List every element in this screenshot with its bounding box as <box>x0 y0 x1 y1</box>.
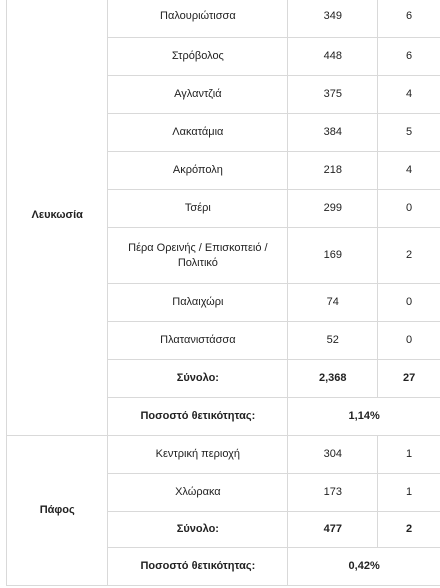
area-cell: Λακατάμια <box>108 114 288 152</box>
results-table <box>6 0 440 586</box>
tests-cell: 304 <box>288 436 378 474</box>
positives-cell: 2 <box>378 228 440 284</box>
tests-cell: 299 <box>288 190 378 228</box>
district-cell: Πάφος <box>7 436 108 586</box>
positives-cell: 6 <box>378 38 440 76</box>
tests-cell: 74 <box>288 284 378 322</box>
area-cell: Αγλαντζιά <box>108 76 288 114</box>
area-cell: Χλώρακα <box>108 474 288 512</box>
positives-cell: 0 <box>378 190 440 228</box>
positives-cell: 4 <box>378 76 440 114</box>
table-row <box>7 436 440 474</box>
positives-cell: 1 <box>378 436 440 474</box>
tests-cell: 384 <box>288 114 378 152</box>
positives-cell: 6 <box>378 0 440 38</box>
positives-cell: 1 <box>378 474 440 512</box>
total-tests: 2,368 <box>288 360 378 398</box>
positives-cell: 5 <box>378 114 440 152</box>
tests-cell: 448 <box>288 38 378 76</box>
total-label: Σύνολο: <box>108 360 288 398</box>
area-cell: Πέρα Ορεινής / Επισκοπειό / Πολιτικό <box>108 228 288 284</box>
table-row <box>7 0 440 38</box>
district-cell: Λευκωσία <box>7 0 108 436</box>
tests-cell: 218 <box>288 152 378 190</box>
tests-cell: 173 <box>288 474 378 512</box>
area-cell: Παλαιχώρι <box>108 284 288 322</box>
rate-label: Ποσοστό θετικότητας: <box>108 398 288 436</box>
area-cell: Τσέρι <box>108 190 288 228</box>
positives-cell: 0 <box>378 284 440 322</box>
area-cell: Ακρόπολη <box>108 152 288 190</box>
area-cell: Παλουριώτισσα <box>108 0 288 38</box>
area-cell: Πλατανιστάσσα <box>108 322 288 360</box>
positives-cell: 0 <box>378 322 440 360</box>
total-tests: 477 <box>288 512 378 548</box>
total-positives: 27 <box>378 360 440 398</box>
total-label: Σύνολο: <box>108 512 288 548</box>
tests-cell: 52 <box>288 322 378 360</box>
positives-cell: 4 <box>378 152 440 190</box>
rate-value: 1,14% <box>288 398 440 436</box>
tests-cell: 349 <box>288 0 378 38</box>
rate-label: Ποσοστό θετικότητας: <box>108 548 288 586</box>
rate-value: 0,42% <box>288 548 440 586</box>
area-cell: Στρόβολος <box>108 38 288 76</box>
tests-cell: 375 <box>288 76 378 114</box>
tests-cell: 169 <box>288 228 378 284</box>
area-cell: Κεντρική περιοχή <box>108 436 288 474</box>
total-positives: 2 <box>378 512 440 548</box>
results-table-body <box>7 0 440 586</box>
